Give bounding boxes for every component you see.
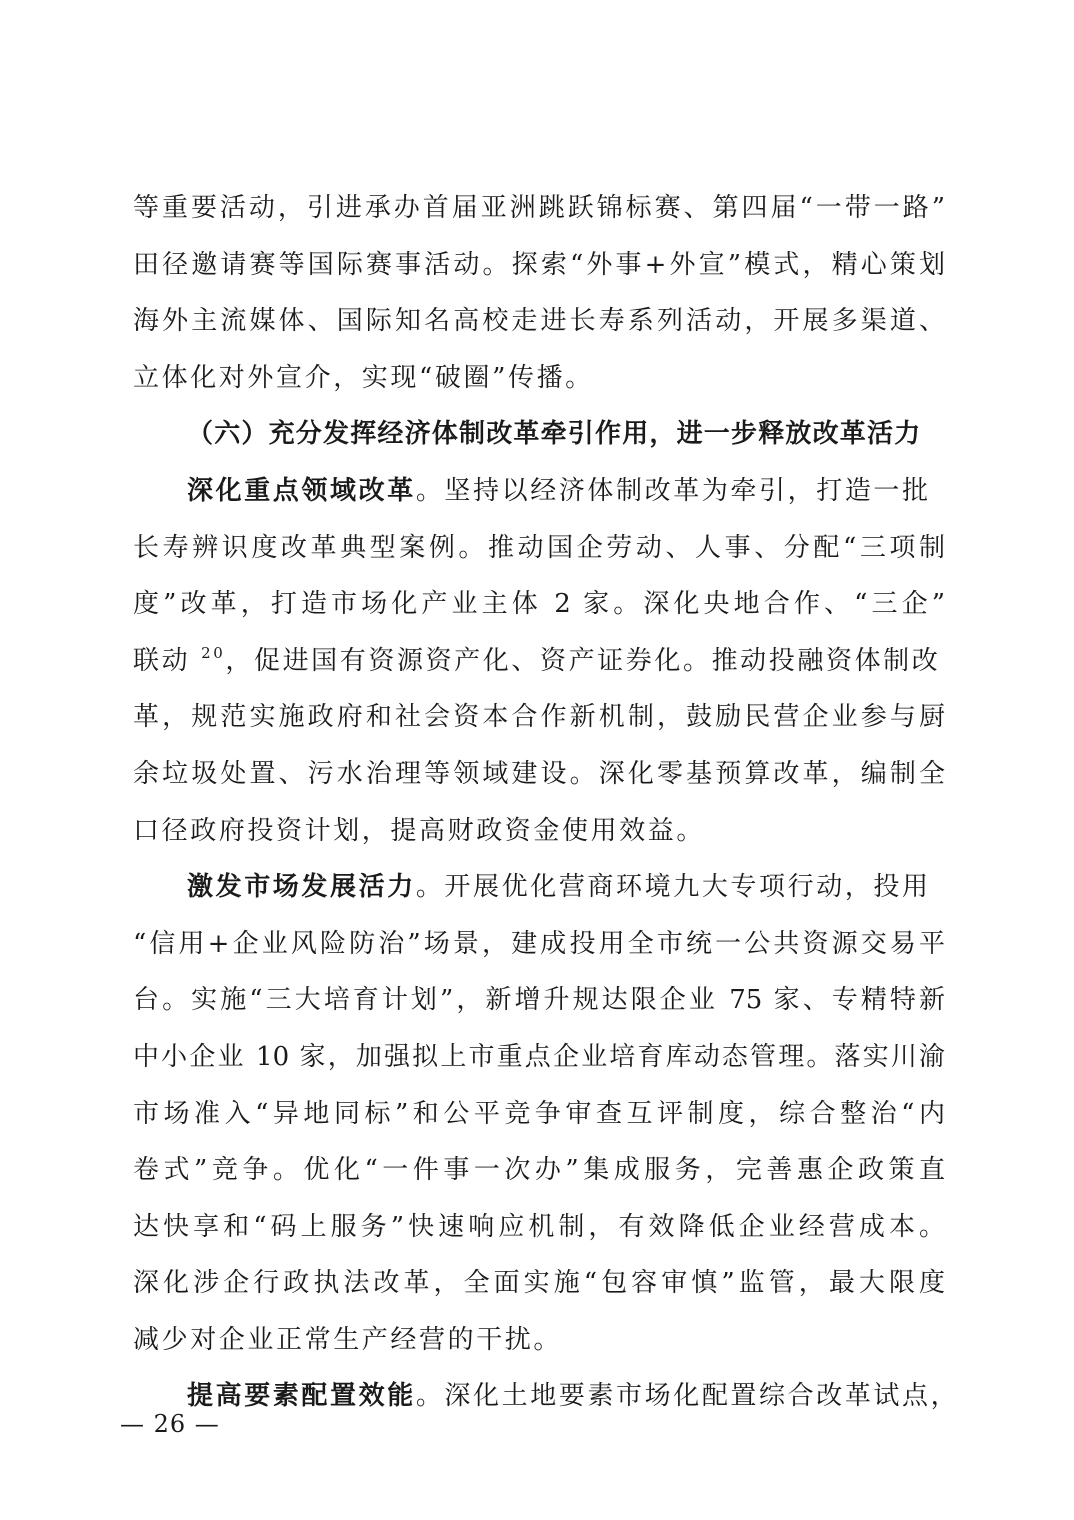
body-text: [133, 180, 960, 1425]
footnote-ref: 20: [201, 643, 226, 662]
paragraph-3-line-7: 达快享和“码上服务”快速响应机制，有效降低企业经营成本。: [133, 1211, 945, 1242]
paragraph-2-line-4-start: 联动: [133, 645, 202, 676]
paragraph-3-line-5: 市场准入“异地同标”和公平竞争审查互评制度，综合整治“内: [133, 1098, 945, 1129]
paragraph-2-line-2: 长寿辨识度改革典型案例。推动国企劳动、人事、分配“三项制: [133, 532, 945, 563]
page-number: — 26 —: [120, 1410, 220, 1438]
paragraph-2-lead: 深化重点领域改革: [187, 475, 416, 506]
paragraph-2-line-4-rest: ，促进国有资源资产化、资产证券化。推动投融资体制改: [225, 645, 941, 676]
paragraph-2-line-1-rest: 。坚持以经济体制改革为牵引，打造一批: [415, 475, 931, 506]
paragraph-2-line-1: [133, 463, 945, 520]
paragraph-2-line-5: 革，规范实施政府和社会资本合作新机制，鼓励民营企业参与厨: [133, 702, 945, 733]
paragraph-3-line-3: 台。实施“三大培育计划”，新增升规达限企业 75 家、专精特新: [133, 985, 945, 1016]
paragraph-2-line-3: 度”改革，打造市场化产业主体 2 家。深化央地合作、“三企”: [133, 589, 945, 620]
paragraph-3-line-1-rest: 。开展优化营商环境九大专项行动，投用: [415, 872, 931, 903]
paragraph-1-line-2: 田径邀请赛等国际赛事活动。探索“外事+外宣”模式，精心策划: [133, 249, 945, 280]
paragraph-4-lead: 提高要素配置效能: [187, 1381, 416, 1412]
paragraph-3-line-8: 深化涉企行政执法改革，全面实施“包容审慎”监管，最大限度: [133, 1268, 945, 1299]
paragraph-4-line-1-rest: 。深化土地要素市场化配置综合改革试点，: [415, 1381, 960, 1412]
paragraph-3-lead: 激发市场发展活力: [187, 872, 416, 903]
paragraph-2-line-6: 余垃圾处置、污水治理等领域建设。深化零基预算改革，编制全: [133, 758, 945, 789]
paragraph-1-line-3: 海外主流媒体、国际知名高校走进长寿系列活动，开展多渠道、: [133, 306, 945, 337]
paragraph-2-line-7: 口径政府投资计划，提高财政资金使用效益。: [133, 815, 706, 846]
paragraph-3-line-1: [133, 859, 945, 916]
paragraph-1-line-1: 等重要活动，引进承办首届亚洲跳跃锦标赛、第四届“一带一路”: [133, 193, 945, 223]
paragraph-3-line-9: 减少对企业正常生产经营的干扰。: [133, 1324, 563, 1355]
paragraph-2-line-4: [133, 633, 945, 690]
paragraph-3-line-6: 卷式”竞争。优化“一件事一次办”集成服务，完善惠企政策直: [133, 1155, 945, 1186]
paragraph-3-line-2: “信用+企业风险防治”场景，建成投用全市统一公共资源交易平: [133, 928, 945, 959]
paragraph-3-line-4: 中小企业 10 家，加强拟上市重点企业培育库动态管理。落实川渝: [133, 1041, 945, 1072]
paragraph-4-line-1: [133, 1368, 960, 1425]
section-heading: （六）充分发挥经济体制改革牵引作用，进一步释放改革活力: [187, 419, 922, 450]
paragraph-1-line-4: 立体化对外宣介，实现“破圈”传播。: [133, 362, 594, 393]
